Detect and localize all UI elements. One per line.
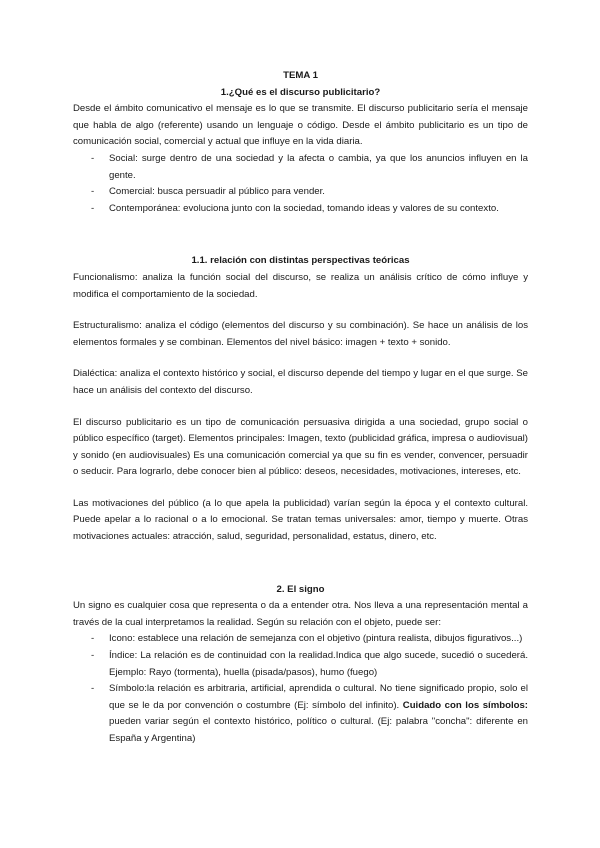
paragraph-estructuralismo: Estructuralismo: analiza el código (elementos del discurso y su combinación). Se hace un análisis de los elementos formales y se combinan. Elementos del nivel básico: imagen + texto + sonido. (73, 320, 528, 348)
document-page (73, 68, 528, 748)
section-1-title: 1.¿Qué es el discurso publicitario? (220, 86, 381, 98)
simbolo-text: Símbolo:la relación es arbitraria, artificial, aprendida o cultural. No tiene significado propio, solo el que se le da por convención o costumbre (Ej: símbolo del infinito). (109, 683, 528, 711)
simbolo-text-cont: pueden variar según el contexto histórico, político o cultural. (Ej: palabra "concha": diferente en España y Argentina) (109, 716, 528, 744)
section-2-list (73, 631, 528, 747)
list-item-icono: - Icono: establece una relación de semejanza con el objetivo (pintura realista, dibujos figurativos...) (73, 631, 528, 648)
paragraph-dialectica: Dialéctica: analiza el contexto histórico y social, el discurso depende del tiempo y lugar en el que surge. Se hace un análisis del contexto del discurso. (73, 368, 528, 396)
section-2-intro: Un signo es cualquier cosa que representa o da a entender otra. Nos lleva a una representación mental a través de la cual interpretamos la realidad. Según su relación con el objeto, puede ser: (73, 600, 528, 628)
section-2-title: 2. El signo (276, 583, 325, 595)
simbolo-warning: Cuidado con los símbolos: (402, 699, 529, 711)
tema-heading: TEMA 1 (283, 70, 318, 81)
paragraph-motivaciones: Las motivaciones del público (a lo que apela la publicidad) varían según la época y el contexto cultural. Puede apelar a lo racional o a lo emocional. Se tratan temas universales: amor, tiempo y muerte. Otras motivaciones actuales: atracción, salud, seguridad, personalidad, estatus, dinero, etc. (73, 497, 528, 543)
list-item: - Comercial: busca persuadir al público para vender. (73, 184, 528, 201)
list-item-indice: - Índice: La relación es de continuidad con la realidad.Indica que algo sucede, sucedió o sucederá. Ejemplo: Rayo (tormenta), huella (pisada/pasos), humo (fuego) (73, 648, 528, 681)
list-item-simbolo (73, 681, 528, 747)
section-1-1-title: 1.1. relación con distintas perspectivas teóricas (191, 255, 410, 267)
section-1-list (73, 151, 528, 217)
list-item: - Contemporánea: evoluciona junto con la sociedad, tomando ideas y valores de su contexto. (73, 201, 528, 218)
list-item: - Social: surge dentro de una sociedad y la afecta o cambia, ya que los anuncios influyen en la gente. (73, 151, 528, 184)
section-1-intro: Desde el ámbito comunicativo el mensaje es lo que se transmite. El discurso publicitario sería el mensaje que habla de algo (referente) usando un lenguaje o código. Desde el ámbito publicitario es un tipo de comunicación social, comercial y actual que influye en la vida diaria. (73, 103, 528, 148)
paragraph-discurso: El discurso publicitario es un tipo de comunicación persuasiva dirigida a una sociedad, grupo social o público específico (target). Elementos principales: Imagen, texto (publicidad gráfica, impresa o audiovisual) y sonido (en audiovisuales) Es una comunicación comercial ya que su fin es vender, convencer, persuadir o seducir. Para lograrlo, debe conocer bien al público: deseos, necesidades, motivaciones, intereses, etc. (73, 416, 528, 478)
paragraph-funcionalismo: Funcionalismo: analiza la función social del discurso, se realiza un análisis crítico de cómo influye y modifica el comportamiento de la sociedad. (73, 271, 528, 300)
